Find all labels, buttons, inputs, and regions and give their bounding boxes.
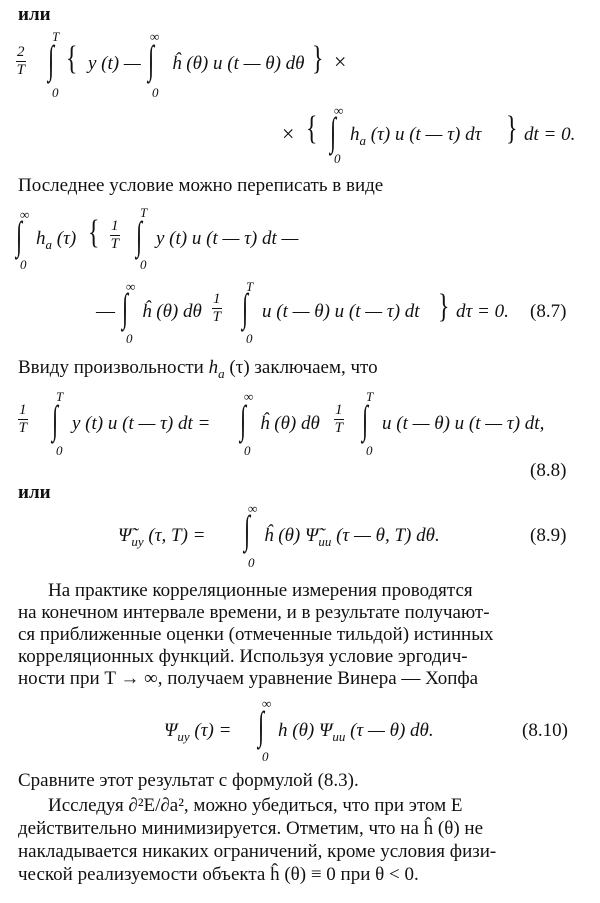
eq5-int2-lower: 0 (244, 443, 251, 458)
paragraph-line: ся приближенные оценки (отмеченные тильдой) истинных (18, 624, 494, 645)
right-brace: } (506, 110, 518, 147)
eq3-int1-lower: 0 (20, 257, 27, 272)
eq5-fraction: $\frac{1}{T}$ (18, 402, 27, 436)
eq6-lhs: $\Psĩ_{uy}$ (τ, T) = (118, 525, 206, 549)
integral-sign: ∫ (258, 703, 265, 748)
minus-sign: — (96, 301, 115, 322)
paragraph-line: ности при T → ∞, получаем уравнение Винера — Хопфа (18, 668, 479, 689)
text-ili-2: или (18, 482, 51, 503)
equation-number-8-7: (8.7) (530, 301, 567, 322)
paragraph-line: на конечном интервале времени, и в результате получают- (18, 602, 490, 623)
eq7-int-lower: 0 (262, 749, 269, 764)
eq3-int2-lower: 0 (140, 257, 147, 272)
integral-sign: ∫ (16, 213, 23, 258)
left-brace: { (88, 214, 100, 251)
paragraph-line: На практике корреляционные измерения проводятся (48, 580, 473, 601)
eq7-term-a: h (θ) $\Psi_{uu}$ (τ — θ) dθ. (278, 720, 434, 744)
eq5-term-b: ĥ (θ) dθ (260, 413, 320, 434)
integral-sign: ∫ (48, 37, 55, 82)
equation-number-8-9: (8.9) (530, 525, 567, 546)
eq5-int3-lower: 0 (366, 443, 373, 458)
equation-number-8-10: (8.10) (522, 720, 568, 741)
eq5-int1-upper: T (56, 389, 64, 404)
paragraph-line: Исследуя ∂²E/∂a², можно убедиться, что при этом E (48, 795, 463, 816)
eq4-term-b: u (t — θ) u (t — τ) dt (262, 301, 420, 322)
text-compare: Сравните этот результат с формулой (8.3). (18, 770, 359, 791)
text-arbitrary: Ввиду произвольности $h_a$ (τ) заключаем, что (18, 357, 378, 381)
eq1-fraction: $\frac{2}{T}$ (16, 44, 25, 78)
eq4-int1-upper: ∞ (126, 279, 136, 294)
eq1-int2-lower: 0 (152, 85, 159, 100)
eq7-int-upper: ∞ (262, 696, 272, 711)
eq3-fraction: $\frac{1}{T}$ (110, 218, 119, 252)
eq5-fraction-2: $\frac{1}{T}$ (334, 402, 343, 436)
eq5-int3-upper: T (366, 389, 374, 404)
eq4-int2-upper: T (246, 279, 254, 294)
eq7-lhs: $\Psi_{uy}$ (τ) = (164, 720, 232, 744)
eq3-term-b: y (t) u (t — τ) dt — (156, 228, 299, 249)
eq1-term-b: ĥ (θ) u (t — θ) dθ (172, 53, 305, 74)
integral-sign: ∫ (240, 397, 247, 442)
paragraph-line: действительно минимизируется. Отметим, что на ĥ (θ) не (18, 818, 484, 839)
right-brace: } (312, 40, 324, 77)
eq5-int2-upper: ∞ (244, 389, 254, 404)
eq5-term-c: u (t — θ) u (t — τ) dt, (382, 413, 545, 434)
eq5-term-a: y (t) u (t — τ) dt = (72, 413, 211, 434)
eq4-int2-lower: 0 (246, 331, 253, 346)
eq2-term-c: dt = 0. (524, 124, 576, 145)
paragraph-line: ческой реализуемости объекта ĥ (θ) ≡ 0 при θ < 0. (18, 864, 419, 885)
eq4-int1-lower: 0 (126, 331, 133, 346)
eq6-term-a: ĥ (θ) $\Psĩ_{uu}$ (τ — θ, T) dθ. (264, 525, 440, 549)
right-brace: } (438, 288, 450, 325)
eq6-int-upper: ∞ (248, 501, 258, 516)
text-rewrite: Последнее условие можно переписать в виде (18, 175, 384, 196)
eq1-term-a: y (t) — (88, 53, 141, 74)
integral-sign: ∫ (122, 285, 129, 330)
left-brace: { (66, 40, 78, 77)
eq4-fraction: $\frac{1}{T}$ (212, 291, 221, 325)
integral-sign: ∫ (136, 213, 143, 258)
eq2-int-lower: 0 (334, 151, 341, 166)
eq3-int1-upper: ∞ (20, 207, 30, 222)
eq1-int1-upper: T (52, 29, 60, 44)
eq3-int2-upper: T (140, 205, 148, 220)
paragraph-line: корреляционных функций. Используя условие эргодич- (18, 646, 468, 667)
left-brace: { (306, 110, 318, 147)
paragraph-line: накладывается никаких ограничений, кроме условия физи- (18, 841, 497, 862)
integral-sign: ∫ (330, 109, 337, 154)
eq5-int1-lower: 0 (56, 443, 63, 458)
eq1-int1-lower: 0 (52, 85, 59, 100)
eq6-int-lower: 0 (248, 555, 255, 570)
integral-sign: ∫ (148, 37, 155, 82)
text-ili-1: или (18, 4, 51, 25)
times-sign: × (282, 121, 295, 146)
eq4-term-c: dτ = 0. (456, 301, 509, 322)
integral-sign: ∫ (242, 285, 249, 330)
eq2-int-upper: ∞ (334, 103, 344, 118)
integral-sign: ∫ (362, 397, 369, 442)
eq2-term-a: $h_a$ (τ) u (t — τ) dτ (350, 124, 482, 148)
eq1-int2-upper: ∞ (150, 29, 160, 44)
eq4-term-a: ĥ (θ) dθ (142, 301, 202, 322)
equation-number-8-8: (8.8) (530, 460, 567, 481)
eq3-h: $h_a$ (τ) (36, 228, 77, 252)
integral-sign: ∫ (244, 507, 251, 552)
times-sign: × (334, 49, 347, 74)
integral-sign: ∫ (52, 397, 59, 442)
